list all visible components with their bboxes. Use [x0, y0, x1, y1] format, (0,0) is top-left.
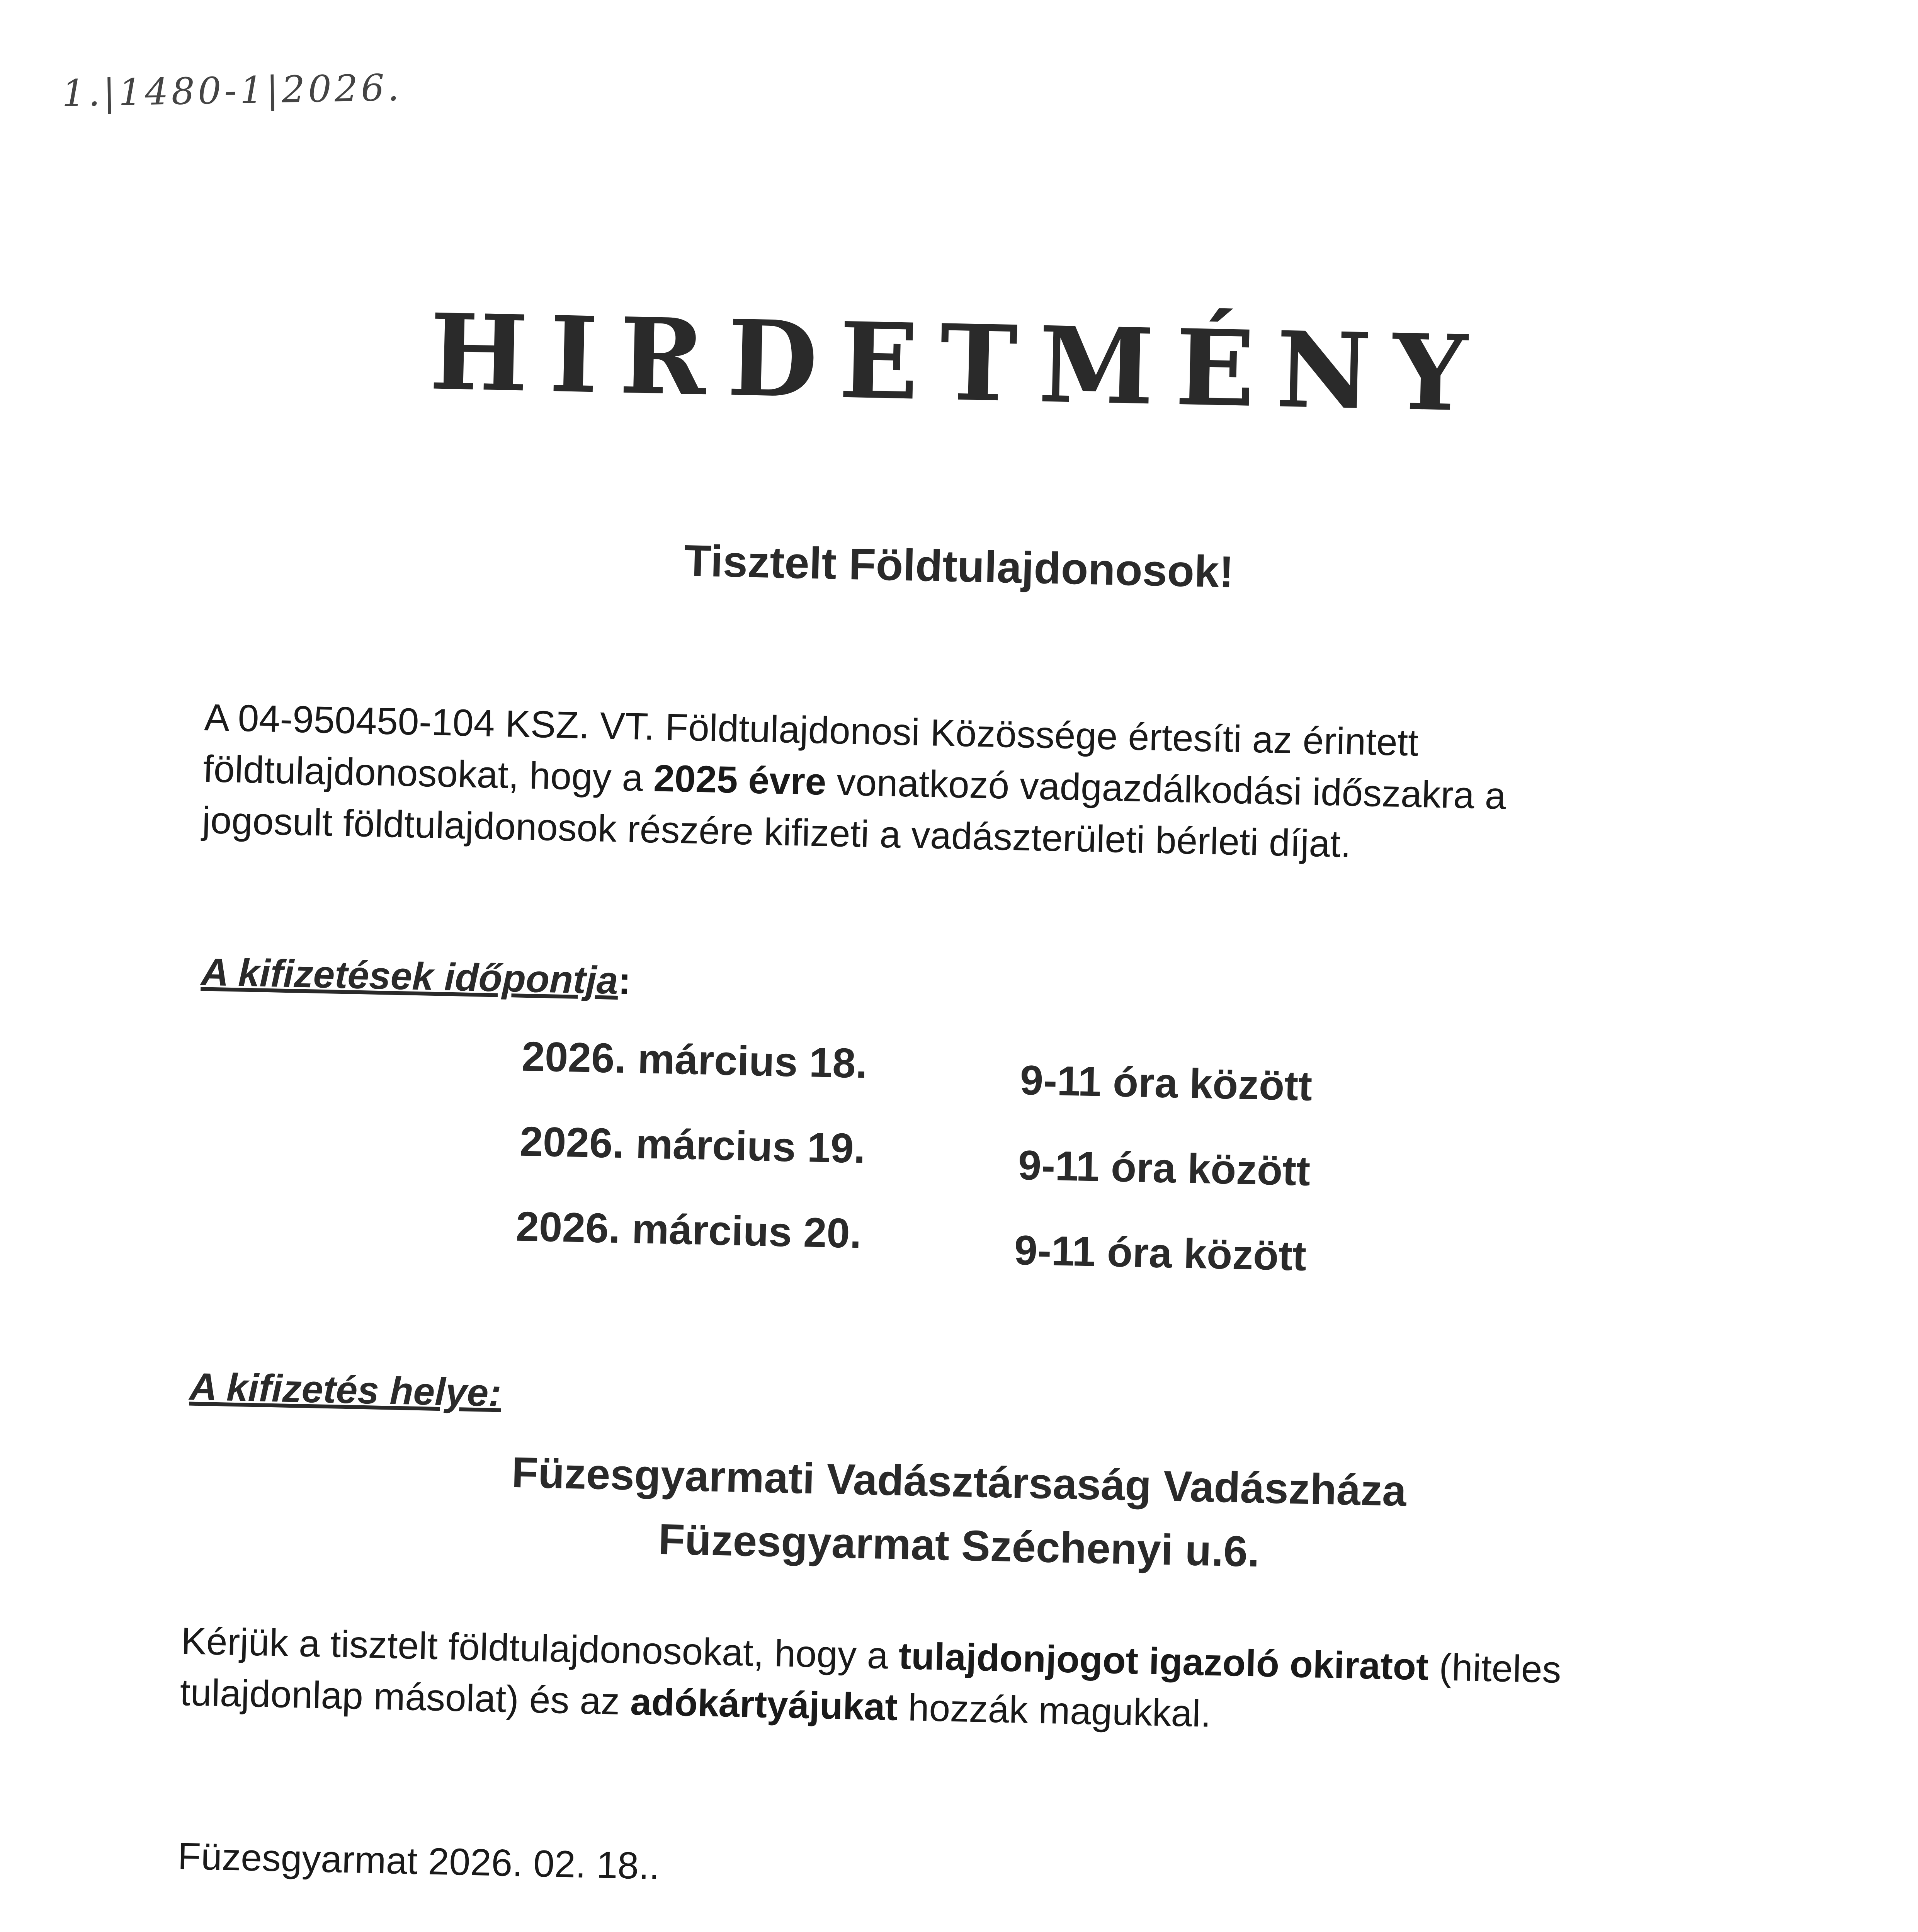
schedule-row — [519, 1117, 866, 1173]
payment-times-heading-row — [201, 950, 631, 1003]
intro-paragraph — [202, 692, 1580, 874]
schedule-row — [1014, 1226, 1307, 1280]
schedule-date: 2026. március 20. — [515, 1202, 862, 1257]
page-title: HIRDETMÉNY — [428, 290, 1490, 435]
schedule-row — [521, 1032, 868, 1088]
schedule-time: 9-11 óra között — [1017, 1141, 1311, 1194]
payment-place-line-2: Füzesgyarmat Széchenyi u.6. — [658, 1515, 1260, 1576]
place-and-date: Füzesgyarmat 2026. 02. 18.. — [177, 1834, 660, 1888]
intro-bold-year: 2025 évre — [653, 757, 827, 803]
schedule-row — [1018, 1141, 1311, 1195]
request-paragraph — [179, 1615, 1619, 1748]
request-bold-1: tulajdonjogot igazoló okiratot — [898, 1634, 1429, 1688]
request-text-3: hozzák magukkal. — [897, 1685, 1212, 1735]
payment-place-line-1: Füzesgyarmati Vadásztársaság Vadászháza — [511, 1448, 1407, 1515]
schedule-time: 9-11 óra között — [1019, 1056, 1313, 1109]
schedule-row — [515, 1202, 862, 1258]
request-text-1: Kérjük a tisztelt földtulajdonosokat, hogy a — [180, 1619, 899, 1677]
payment-place-heading: A kifizetés helye: — [189, 1365, 502, 1415]
schedule-row — [1020, 1056, 1313, 1110]
payment-times-colon: : — [617, 959, 632, 1003]
intro-text-1: A 04-950450-104 KSZ. VT. Földtulajdonosi Közössége értesíti az érintett földtulajdonosokat, hogy a — [202, 696, 1419, 799]
request-bold-2: adókártyájukat — [630, 1680, 898, 1728]
payment-times-heading: A kifizetések időpontja — [200, 950, 619, 1002]
schedule-time: 9-11 óra között — [1013, 1226, 1307, 1279]
salutation: Tisztelt Földtulajdonosok! — [684, 536, 1234, 597]
request-text-2: (hiteles tulajdonlap másolat) és az — [179, 1645, 1562, 1723]
schedule-date: 2026. március 19. — [519, 1117, 866, 1172]
schedule-date: 2026. március 18. — [521, 1032, 868, 1087]
handwritten-reference-number: 1.|1480-1|2026. — [61, 66, 403, 115]
intro-text-2: vonatkozó vadgazdálkodási időszakra a jogosult földtulajdonosok részére kifizeti a vadászterületi bérleti díjat. — [201, 760, 1507, 866]
